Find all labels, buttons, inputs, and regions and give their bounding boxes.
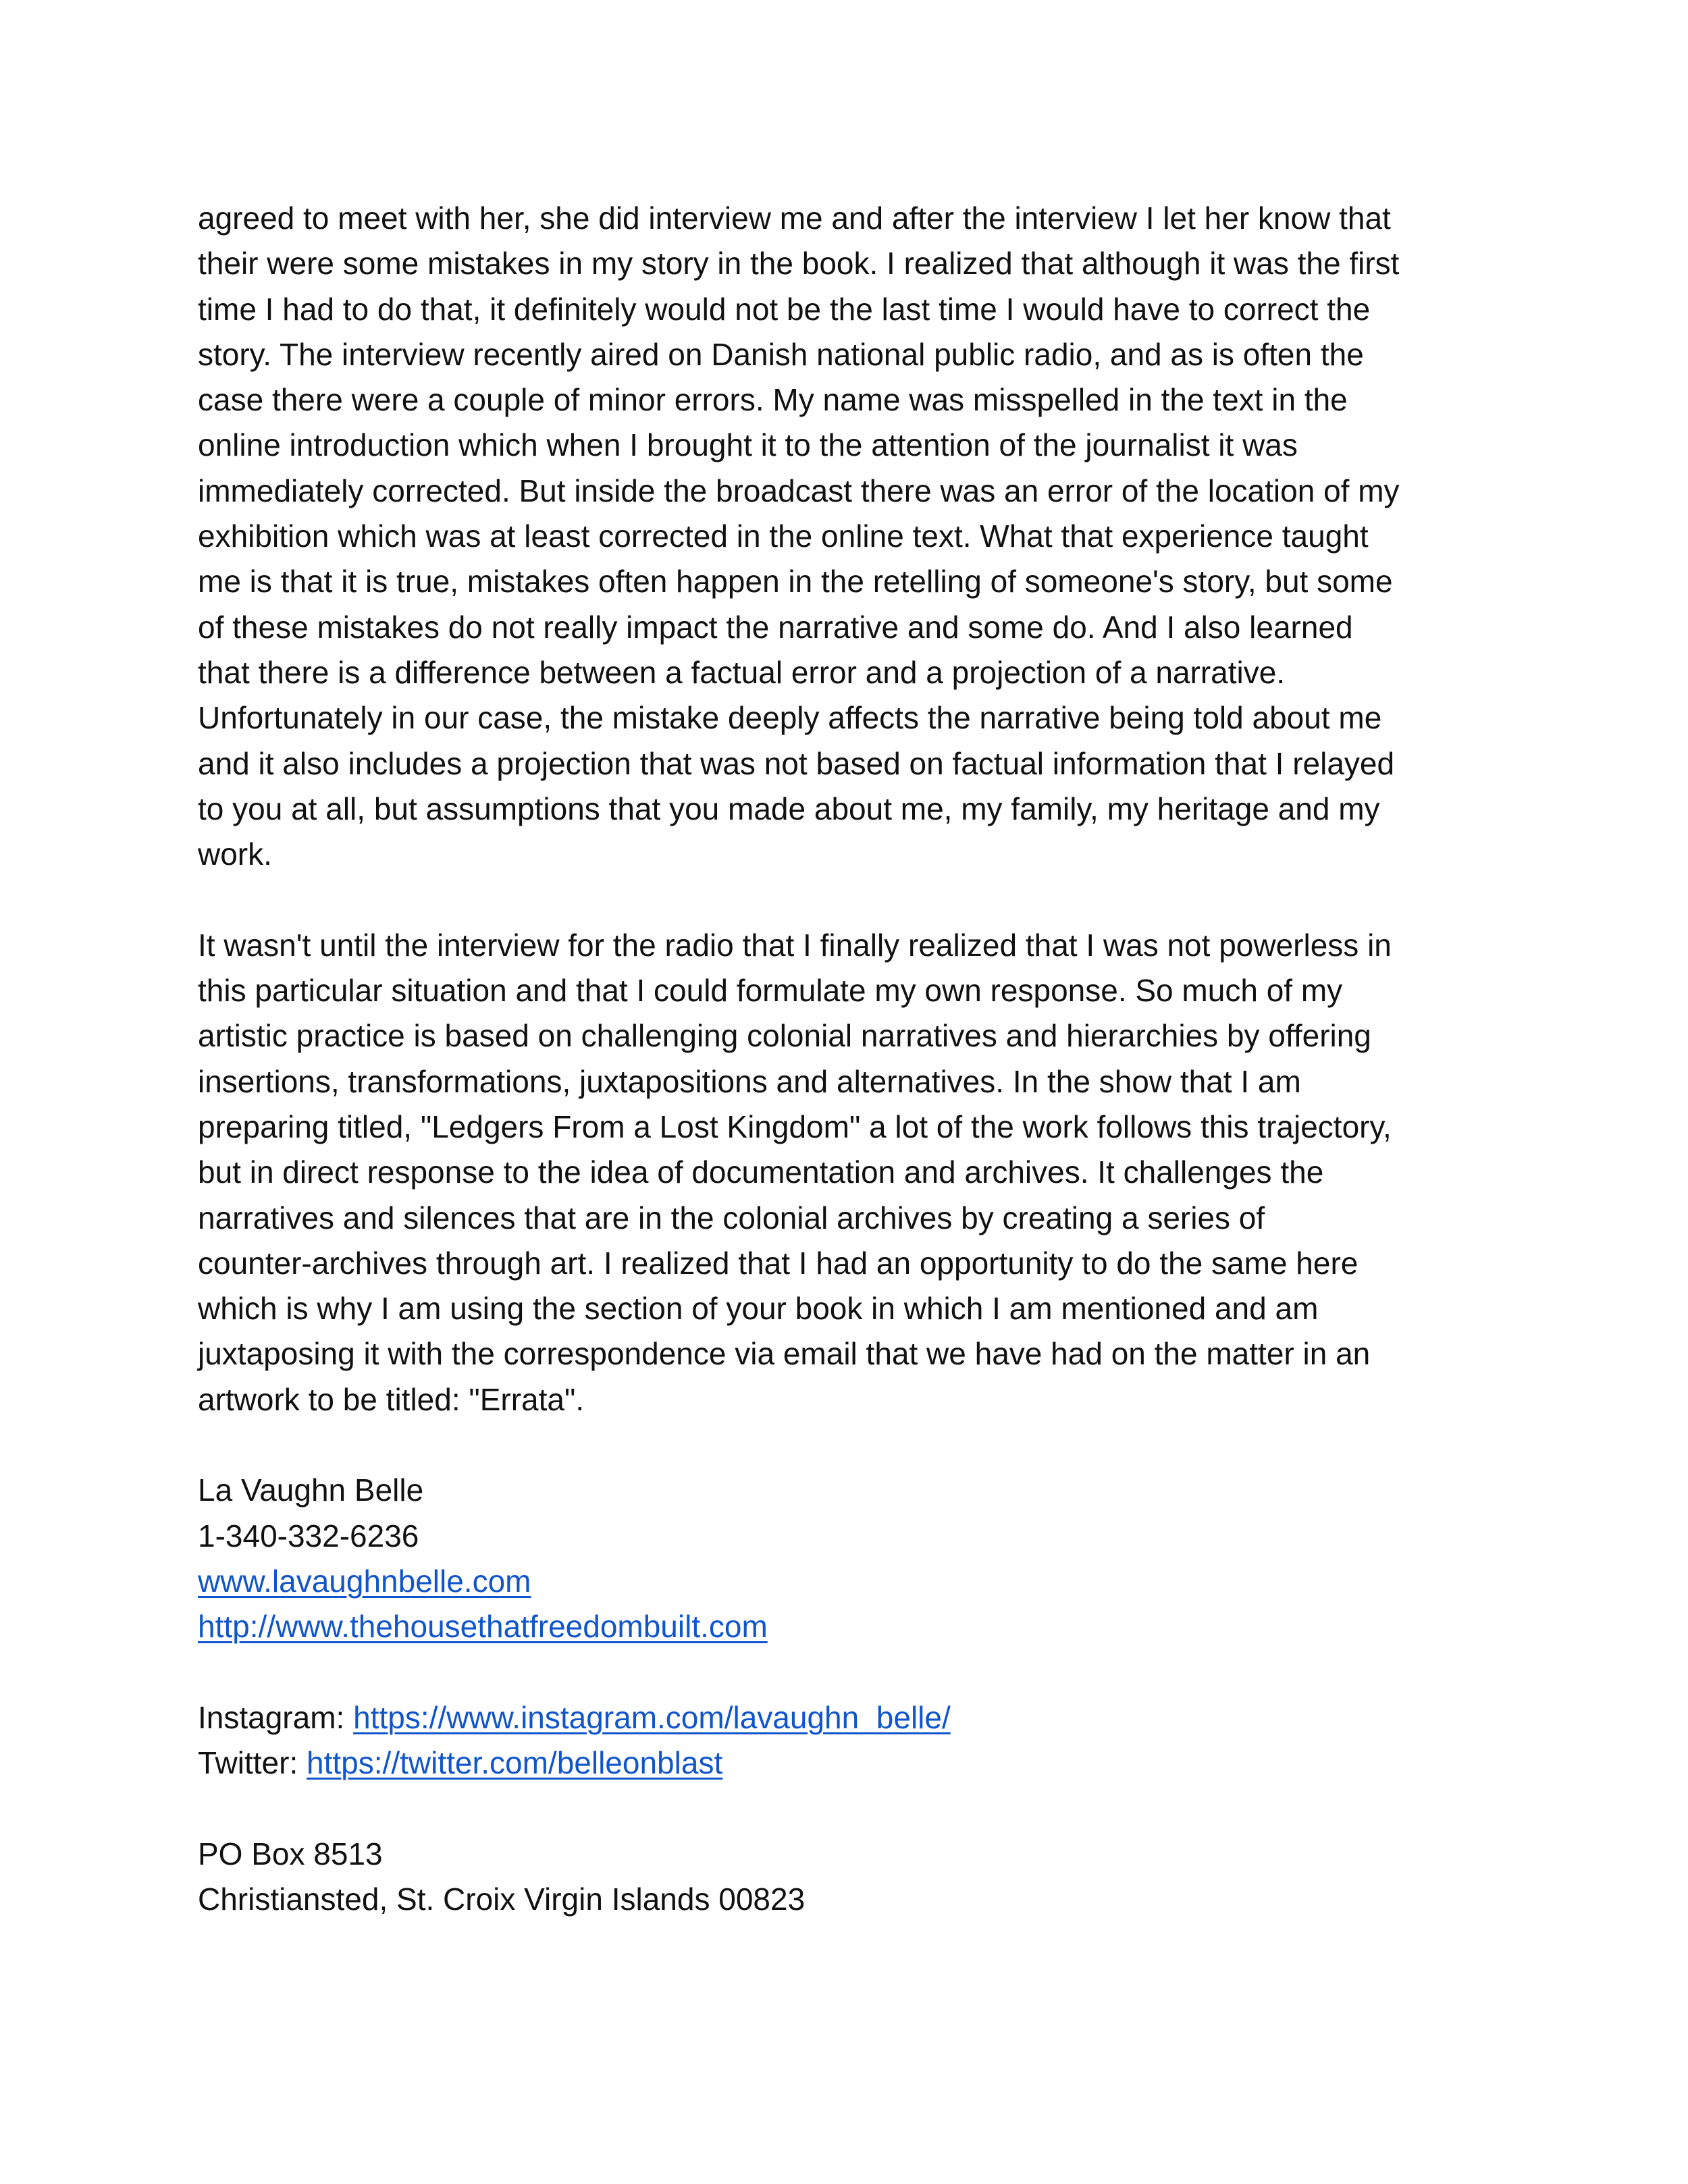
paragraph-line: story. The interview recently aired on Danish national public radio, and as is often the [198, 336, 1364, 372]
paragraph-line: of these mistakes do not really impact the narrative and some do. And I also learned [198, 609, 1353, 645]
paragraph-line: juxtaposing it with the correspondence via email that we have had on the matter in an [198, 1336, 1371, 1372]
project-site-link[interactable]: http://www.thehousethatfreedombuilt.com [198, 1609, 768, 1645]
paragraph-1 [198, 196, 1494, 877]
paragraph-line: this particular situation and that I could formulate my own response. So much of my [198, 973, 1343, 1009]
instagram-line [198, 1695, 1494, 1740]
website-line [198, 1559, 1494, 1604]
paragraph-line: which is why I am using the section of your book in which I am mentioned and am [198, 1291, 1319, 1327]
twitter-link[interactable]: https://twitter.com/belleonblast [307, 1745, 723, 1781]
paragraph-line: narratives and silences that are in the colonial archives by creating a series of [198, 1200, 1265, 1235]
paragraph-spacer [198, 1422, 1494, 1468]
paragraph-spacer [198, 877, 1494, 922]
paragraph-line: time I had to do that, it definitely would not be the last time I would have to correct the [198, 291, 1371, 327]
paragraph-line: me is that it is true, mistakes often happen in the retelling of someone's story, but some [198, 564, 1393, 600]
paragraph-line: counter-archives through art. I realized that I had an opportunity to do the same here [198, 1245, 1359, 1281]
signature-block [198, 1468, 1494, 1649]
paragraph-line: preparing titled, "Ledgers From a Lost Kingdom" a lot of the work follows this trajectory, [198, 1109, 1392, 1144]
social-block [198, 1695, 1494, 1786]
address-block [198, 1832, 1494, 1923]
signature-phone: 1-340-332-6236 [198, 1518, 419, 1553]
paragraph-line: Unfortunately in our case, the mistake deeply affects the narrative being told about me [198, 700, 1382, 736]
paragraph-line: work. [198, 836, 272, 872]
project-site-line [198, 1604, 1494, 1649]
paragraph-line: artistic practice is based on challenging colonial narratives and hierarchies by offering [198, 1018, 1371, 1054]
paragraph-line: to you at all, but assumptions that you made about me, my family, my heritage and my [198, 791, 1380, 826]
twitter-label: Twitter: [198, 1745, 307, 1781]
paragraph-line: exhibition which was at least corrected in the online text. What that experience taught [198, 518, 1369, 554]
section-spacer [198, 1786, 1494, 1831]
paragraph-line: insertions, transformations, juxtapositions and alternatives. In the show that I am [198, 1063, 1301, 1099]
paragraph-line: immediately corrected. But inside the broadcast there was an error of the location of my [198, 473, 1400, 508]
address-line-2: Christiansted, St. Croix Virgin Islands 00823 [198, 1881, 806, 1917]
instagram-link[interactable]: https://www.instagram.com/lavaughn_belle/ [353, 1699, 951, 1735]
paragraph-line: that there is a difference between a factual error and a projection of a narrative. [198, 654, 1286, 690]
paragraph-2 [198, 923, 1494, 1422]
address-line-1: PO Box 8513 [198, 1836, 383, 1871]
paragraph-line: artwork to be titled: "Errata". [198, 1381, 585, 1417]
paragraph-line: but in direct response to the idea of documentation and archives. It challenges the [198, 1154, 1324, 1190]
paragraph-line: and it also includes a projection that was not based on factual information that I relayed [198, 745, 1395, 781]
instagram-label: Instagram: [198, 1699, 354, 1735]
website-link[interactable]: www.lavaughnbelle.com [198, 1563, 531, 1599]
signature-name: La Vaughn Belle [198, 1472, 424, 1508]
paragraph-line: case there were a couple of minor errors. My name was misspelled in the text in the [198, 382, 1348, 418]
paragraph-line: online introduction which when I brought it to the attention of the journalist it was [198, 427, 1298, 463]
document-page [198, 196, 1494, 1922]
section-spacer [198, 1650, 1494, 1695]
paragraph-line: agreed to meet with her, she did interview me and after the interview I let her know that [198, 201, 1391, 236]
paragraph-line: their were some mistakes in my story in the book. I realized that although it was the first [198, 246, 1400, 282]
paragraph-line: It wasn't until the interview for the radio that I finally realized that I was not powerless in [198, 927, 1392, 963]
twitter-line [198, 1740, 1494, 1786]
